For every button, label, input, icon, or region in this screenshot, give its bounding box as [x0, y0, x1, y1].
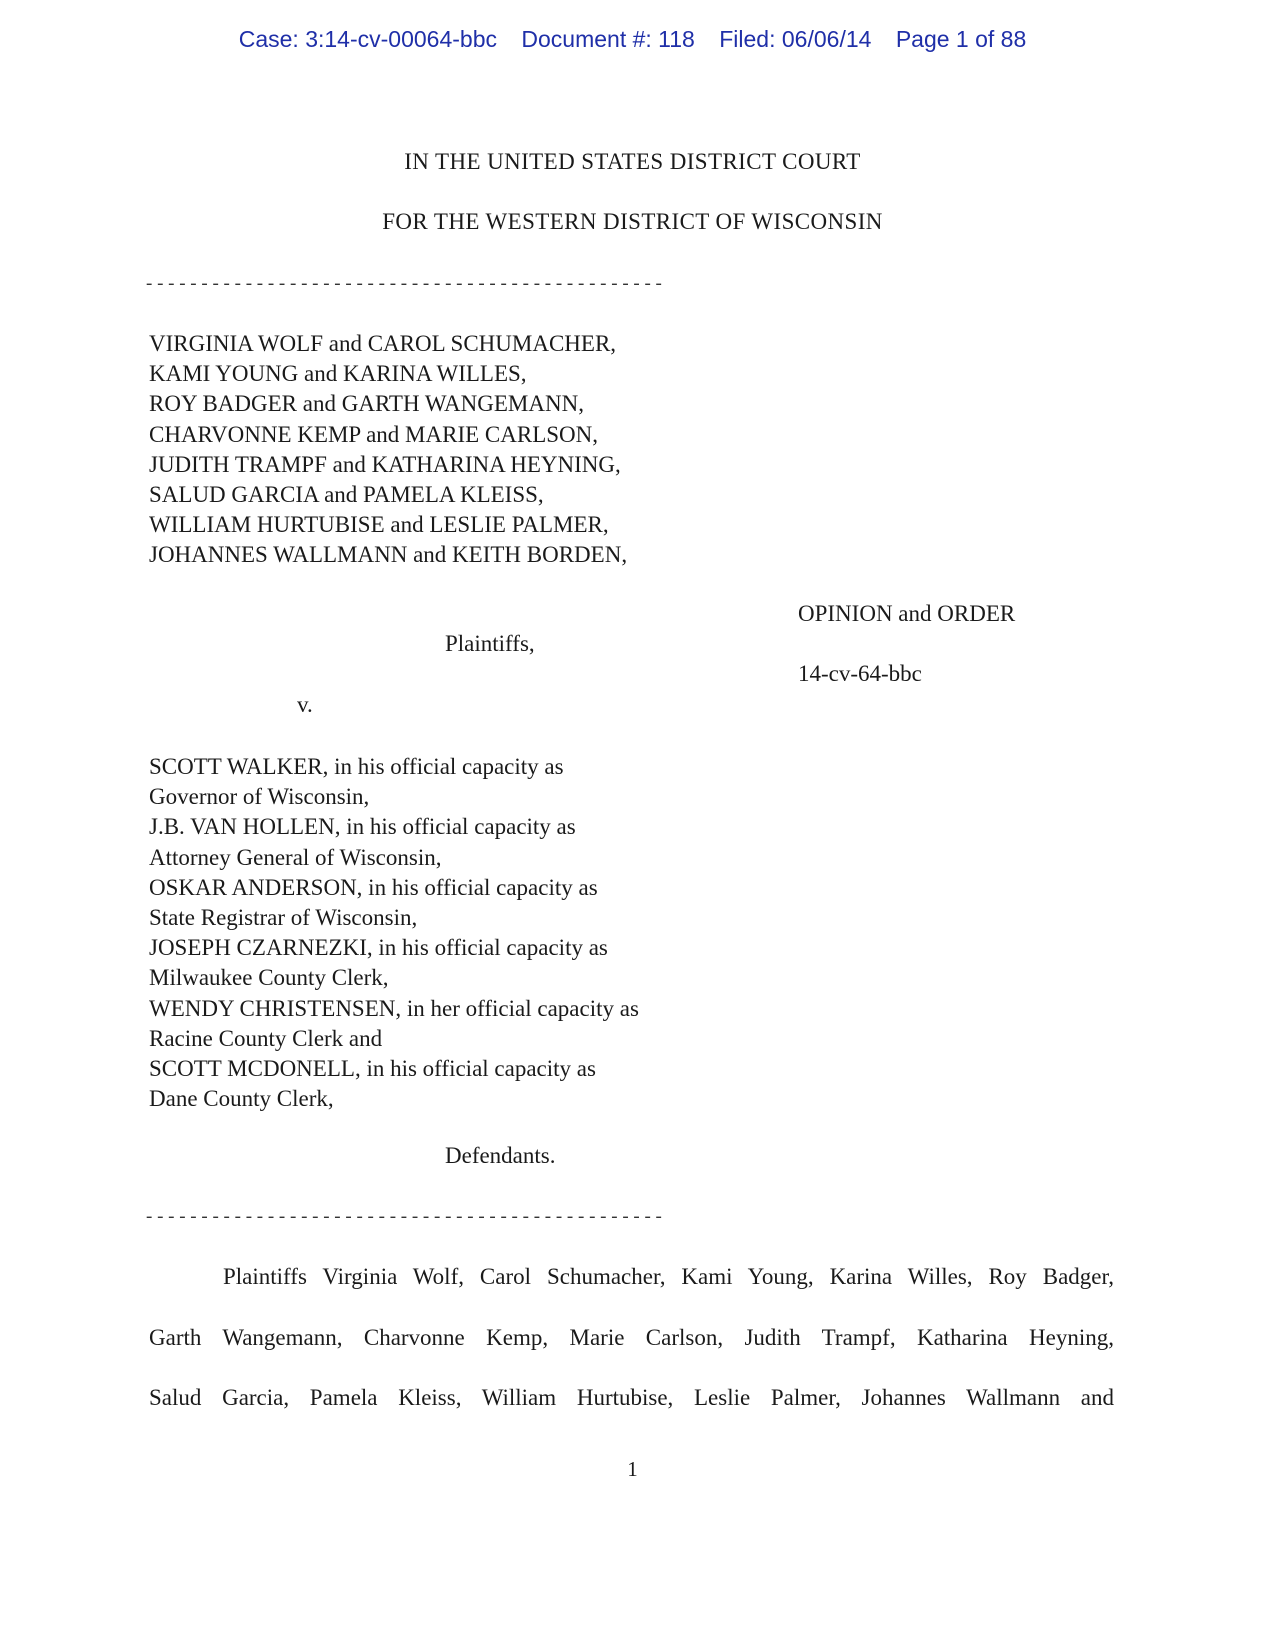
body-text-line: Salud Garcia, Pamela Kleiss, William Hurtubise, Leslie Palmer, Johannes Wallmann and: [149, 1385, 1114, 1410]
plaintiff-line: WILLIAM HURTUBISE and LESLIE PALMER,: [149, 512, 609, 538]
filed-date: Filed: 06/06/14: [719, 26, 872, 52]
case-id: Case: 3:14-cv-00064-bbc: [238, 26, 497, 52]
defendants-list: [149, 752, 639, 1114]
versus-label: v.: [297, 692, 313, 717]
plaintiff-line: KAMI YOUNG and KARINA WILLES,: [149, 361, 527, 387]
defendant-line: Milwaukee County Clerk,: [149, 965, 389, 991]
filing-header: [0, 26, 1265, 53]
dashed-divider-bottom: - - - - - - - - - - - - - - - - - - - - - - - - - - - - - - - - - - - - - - - - - - - - - - -: [146, 1206, 662, 1227]
defendant-line: Attorney General of Wisconsin,: [149, 844, 442, 870]
defendant-line: State Registrar of Wisconsin,: [149, 905, 418, 931]
plaintiff-line: VIRGINIA WOLF and CAROL SCHUMACHER,: [149, 331, 617, 356]
defendant-line: Racine County Clerk and: [149, 1025, 383, 1051]
page-indicator: Page 1 of 88: [895, 26, 1027, 52]
defendant-line: SCOTT MCDONELL, in his official capacity as: [149, 1056, 596, 1082]
defendant-line: Governor of Wisconsin,: [149, 784, 370, 810]
page-number: 1: [627, 1457, 638, 1481]
plaintiff-line: JOHANNES WALLMANN and KEITH BORDEN,: [149, 542, 628, 568]
defendant-line: JOSEPH CZARNEZKI, in his official capacity as: [149, 935, 608, 961]
court-district: FOR THE WESTERN DISTRICT OF WISCONSIN: [382, 209, 883, 234]
dashed-divider-top: - - - - - - - - - - - - - - - - - - - - - - - - - - - - - - - - - - - - - - - - - - - - - - -: [146, 273, 662, 294]
case-number: 14-cv-64-bbc: [798, 661, 922, 686]
plaintiff-line: CHARVONNE KEMP and MARIE CARLSON,: [149, 421, 599, 447]
body-text-line: Garth Wangemann, Charvonne Kemp, Marie Carlson, Judith Trampf, Katharina Heyning,: [149, 1325, 1114, 1350]
defendants-label: Defendants.: [445, 1143, 556, 1168]
document-title: OPINION and ORDER: [798, 601, 1016, 626]
plaintiffs-list: [149, 329, 627, 571]
body-text-line: Plaintiffs Virginia Wolf, Carol Schumacher, Kami Young, Karina Willes, Roy Badger,: [223, 1264, 1114, 1289]
plaintiff-line: ROY BADGER and GARTH WANGEMANN,: [149, 391, 584, 417]
defendant-line: SCOTT WALKER, in his official capacity as: [149, 754, 564, 779]
defendant-line: OSKAR ANDERSON, in his official capacity as: [149, 874, 598, 900]
defendant-line: Dane County Clerk,: [149, 1086, 334, 1112]
plaintiff-line: JUDITH TRAMPF and KATHARINA HEYNING,: [149, 451, 621, 477]
defendant-line: J.B. VAN HOLLEN, in his official capacity as: [149, 814, 576, 840]
defendant-line: WENDY CHRISTENSEN, in her official capacity as: [149, 995, 639, 1021]
plaintiff-line: SALUD GARCIA and PAMELA KLEISS,: [149, 482, 544, 508]
court-name: IN THE UNITED STATES DISTRICT COURT: [404, 149, 861, 174]
document-number: Document #: 118: [521, 26, 695, 52]
plaintiffs-label: Plaintiffs,: [445, 631, 535, 656]
